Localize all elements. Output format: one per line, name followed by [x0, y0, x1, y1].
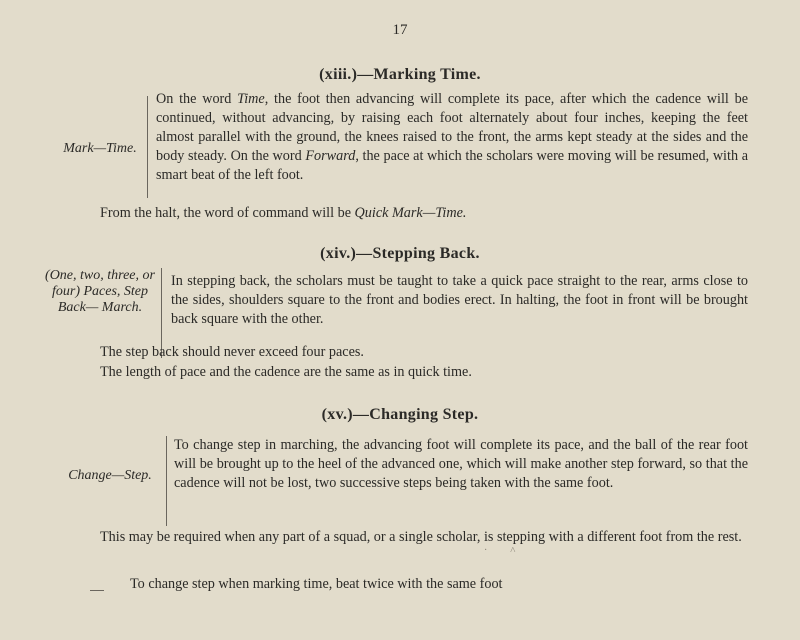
command-prefix: From the halt, the word of command will be [100, 205, 355, 221]
italic-command-word: Forward [305, 148, 356, 164]
print-speck: ˄ [510, 545, 516, 556]
command-italic: Quick Mark—Time. [354, 205, 467, 221]
margin-dash [90, 590, 104, 591]
print-speck: · [484, 545, 488, 556]
margin-brace [147, 96, 148, 198]
heading-changing-step: (xv.)—Changing Step. [321, 406, 479, 423]
note-paragraph: This may be required when any part of a squad, or a single scholar, is stepping with a different foot from the rest. [100, 529, 742, 545]
paragraph-stepping-back: In stepping back, the scholars must be taught to take a quick pace straight to the rear, arms close to the sides, shoulders square to the front and bodies erect. In halting, the foot in front will be brought back square with the other. [171, 273, 748, 327]
margin-note-mark-time: Mark—Time. [63, 141, 137, 156]
page-number: 17 [392, 22, 408, 38]
note-line-last: To change step when marking time, beat twice with the same foot [130, 576, 503, 592]
margin-note-change-step: Change—Step. [68, 468, 152, 483]
heading-stepping-back: (xiv.)—Stepping Back. [320, 245, 480, 262]
paragraph-changing-step: To change step in marching, the advancing foot will complete its pace, and the ball of the rear foot will be brought up to the heel of the advanced one, which will make another step forward, so that the cadence will not be lost, two successive steps being taken with the same foot. [174, 437, 748, 491]
paragraph-marking-time: On the word Time, the foot then advancing will complete its pace, after which the cadence will be continued, without advancing, by raising each foot alternately about four inches, keeping the feet almost parallel with the ground, the knees raised to the front, the arms kept steady at the sides and the body steady. On the word Forward, the pace at which the scholars were moving will be resumed, with a smart beat of the left foot. [156, 91, 748, 183]
heading-marking-time: (xiii.)—Marking Time. [319, 66, 481, 83]
note-line: The length of pace and the cadence are the same as in quick time. [100, 364, 472, 380]
margin-brace [166, 436, 167, 526]
italic-command-word: Time [237, 91, 265, 107]
command-line-quick-mark-time [100, 204, 466, 223]
margin-note-step-back: (One, two, three, or four) Paces, Step Back— March. [45, 268, 155, 315]
note-line: The step back should never exceed four paces. [100, 344, 364, 360]
